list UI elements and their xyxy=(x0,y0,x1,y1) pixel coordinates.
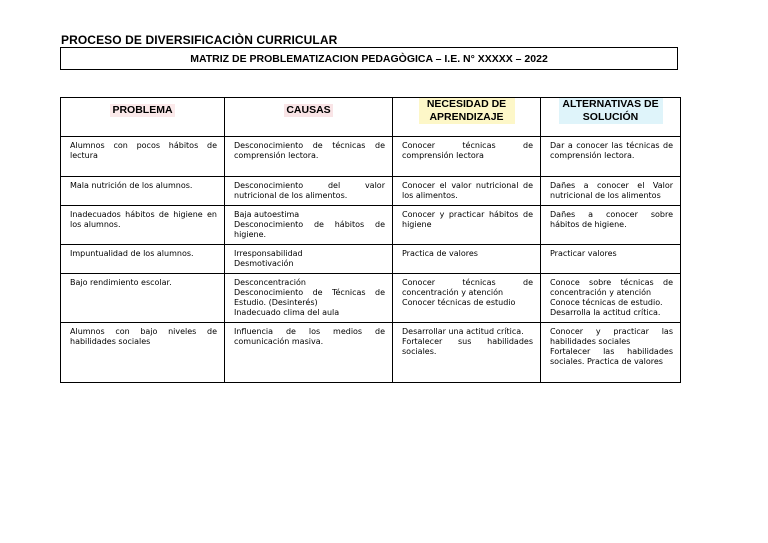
column-header-causas: CAUSAS xyxy=(225,98,393,137)
problema-cell: Inadecuados hábitos de higiene en los alumnos. xyxy=(61,206,225,245)
alternativas-cell: Dar a conocer las técnicas de comprensión lectora. xyxy=(541,137,681,177)
column-header-alternativas: ALTERNATIVAS DE SOLUCIÓN xyxy=(541,98,681,137)
table-row xyxy=(61,177,681,206)
causas-cell: Desconocimiento del valor nutricional de los alimentos. xyxy=(225,177,393,206)
table-row xyxy=(61,137,681,177)
necesidad-cell: Conocer y practicar hábitos de higiene xyxy=(393,206,541,245)
table-row xyxy=(61,245,681,274)
alternativas-cell: Dañes a conocer sobre hábitos de higiene. xyxy=(541,206,681,245)
causas-cell: Desconocimiento de técnicas de comprensión lectora. xyxy=(225,137,393,177)
causas-cell: Influencia de los medios de comunicación masiva. xyxy=(225,323,393,383)
causas-cell: Desconcentración Desconocimiento de Técnicas de Estudio. (Desinterés) Inadecuado clima del aula xyxy=(225,274,393,323)
necesidad-cell: Conocer técnicas de comprensión lectora xyxy=(393,137,541,177)
necesidad-cell: Practica de valores xyxy=(393,245,541,274)
table-header-row xyxy=(61,98,681,137)
problema-cell: Alumnos con pocos hábitos de lectura xyxy=(61,137,225,177)
column-header-problema: PROBLEMA xyxy=(61,98,225,137)
table-row xyxy=(61,323,681,383)
causas-cell: Irresponsabilidad Desmotivación xyxy=(225,245,393,274)
column-header-necesidad: NECESIDAD DE APRENDIZAJE xyxy=(393,98,541,137)
problema-cell: Alumnos con bajo niveles de habilidades sociales xyxy=(61,323,225,383)
table-row xyxy=(61,274,681,323)
problem-matrix-table xyxy=(60,97,681,383)
document-title: PROCESO DE DIVERSIFICACIÒN CURRICULAR xyxy=(61,33,338,47)
problema-cell: Mala nutrición de los alumnos. xyxy=(61,177,225,206)
alternativas-cell: Practicar valores xyxy=(541,245,681,274)
causas-cell: Baja autoestima Desconocimiento de hábitos de higiene. xyxy=(225,206,393,245)
alternativas-cell: Dañes a conocer el Valor nutricional de los alimentos xyxy=(541,177,681,206)
matrix-title-box xyxy=(60,47,678,70)
necesidad-cell: Desarrollar una actitud crítica. Fortalecer sus habilidades sociales. xyxy=(393,323,541,383)
alternativas-cell: Conoce sobre técnicas de concentración y atención Conoce técnicas de estudio. Desarrolla la actitud crítica. xyxy=(541,274,681,323)
matrix-title: MATRIZ DE PROBLEMATIZACION PEDAGÒGICA – I.E. N° XXXXX – 2022 xyxy=(190,52,548,65)
alternativas-cell: Conocer y practicar las habilidades sociales Fortalecer las habilidades sociales. Practica de valores xyxy=(541,323,681,383)
necesidad-cell: Conocer técnicas de concentración y atención Conocer técnicas de estudio xyxy=(393,274,541,323)
problema-cell: Impuntualidad de los alumnos. xyxy=(61,245,225,274)
problema-cell: Bajo rendimiento escolar. xyxy=(61,274,225,323)
necesidad-cell: Conocer el valor nutricional de los alimentos. xyxy=(393,177,541,206)
table-row xyxy=(61,206,681,245)
